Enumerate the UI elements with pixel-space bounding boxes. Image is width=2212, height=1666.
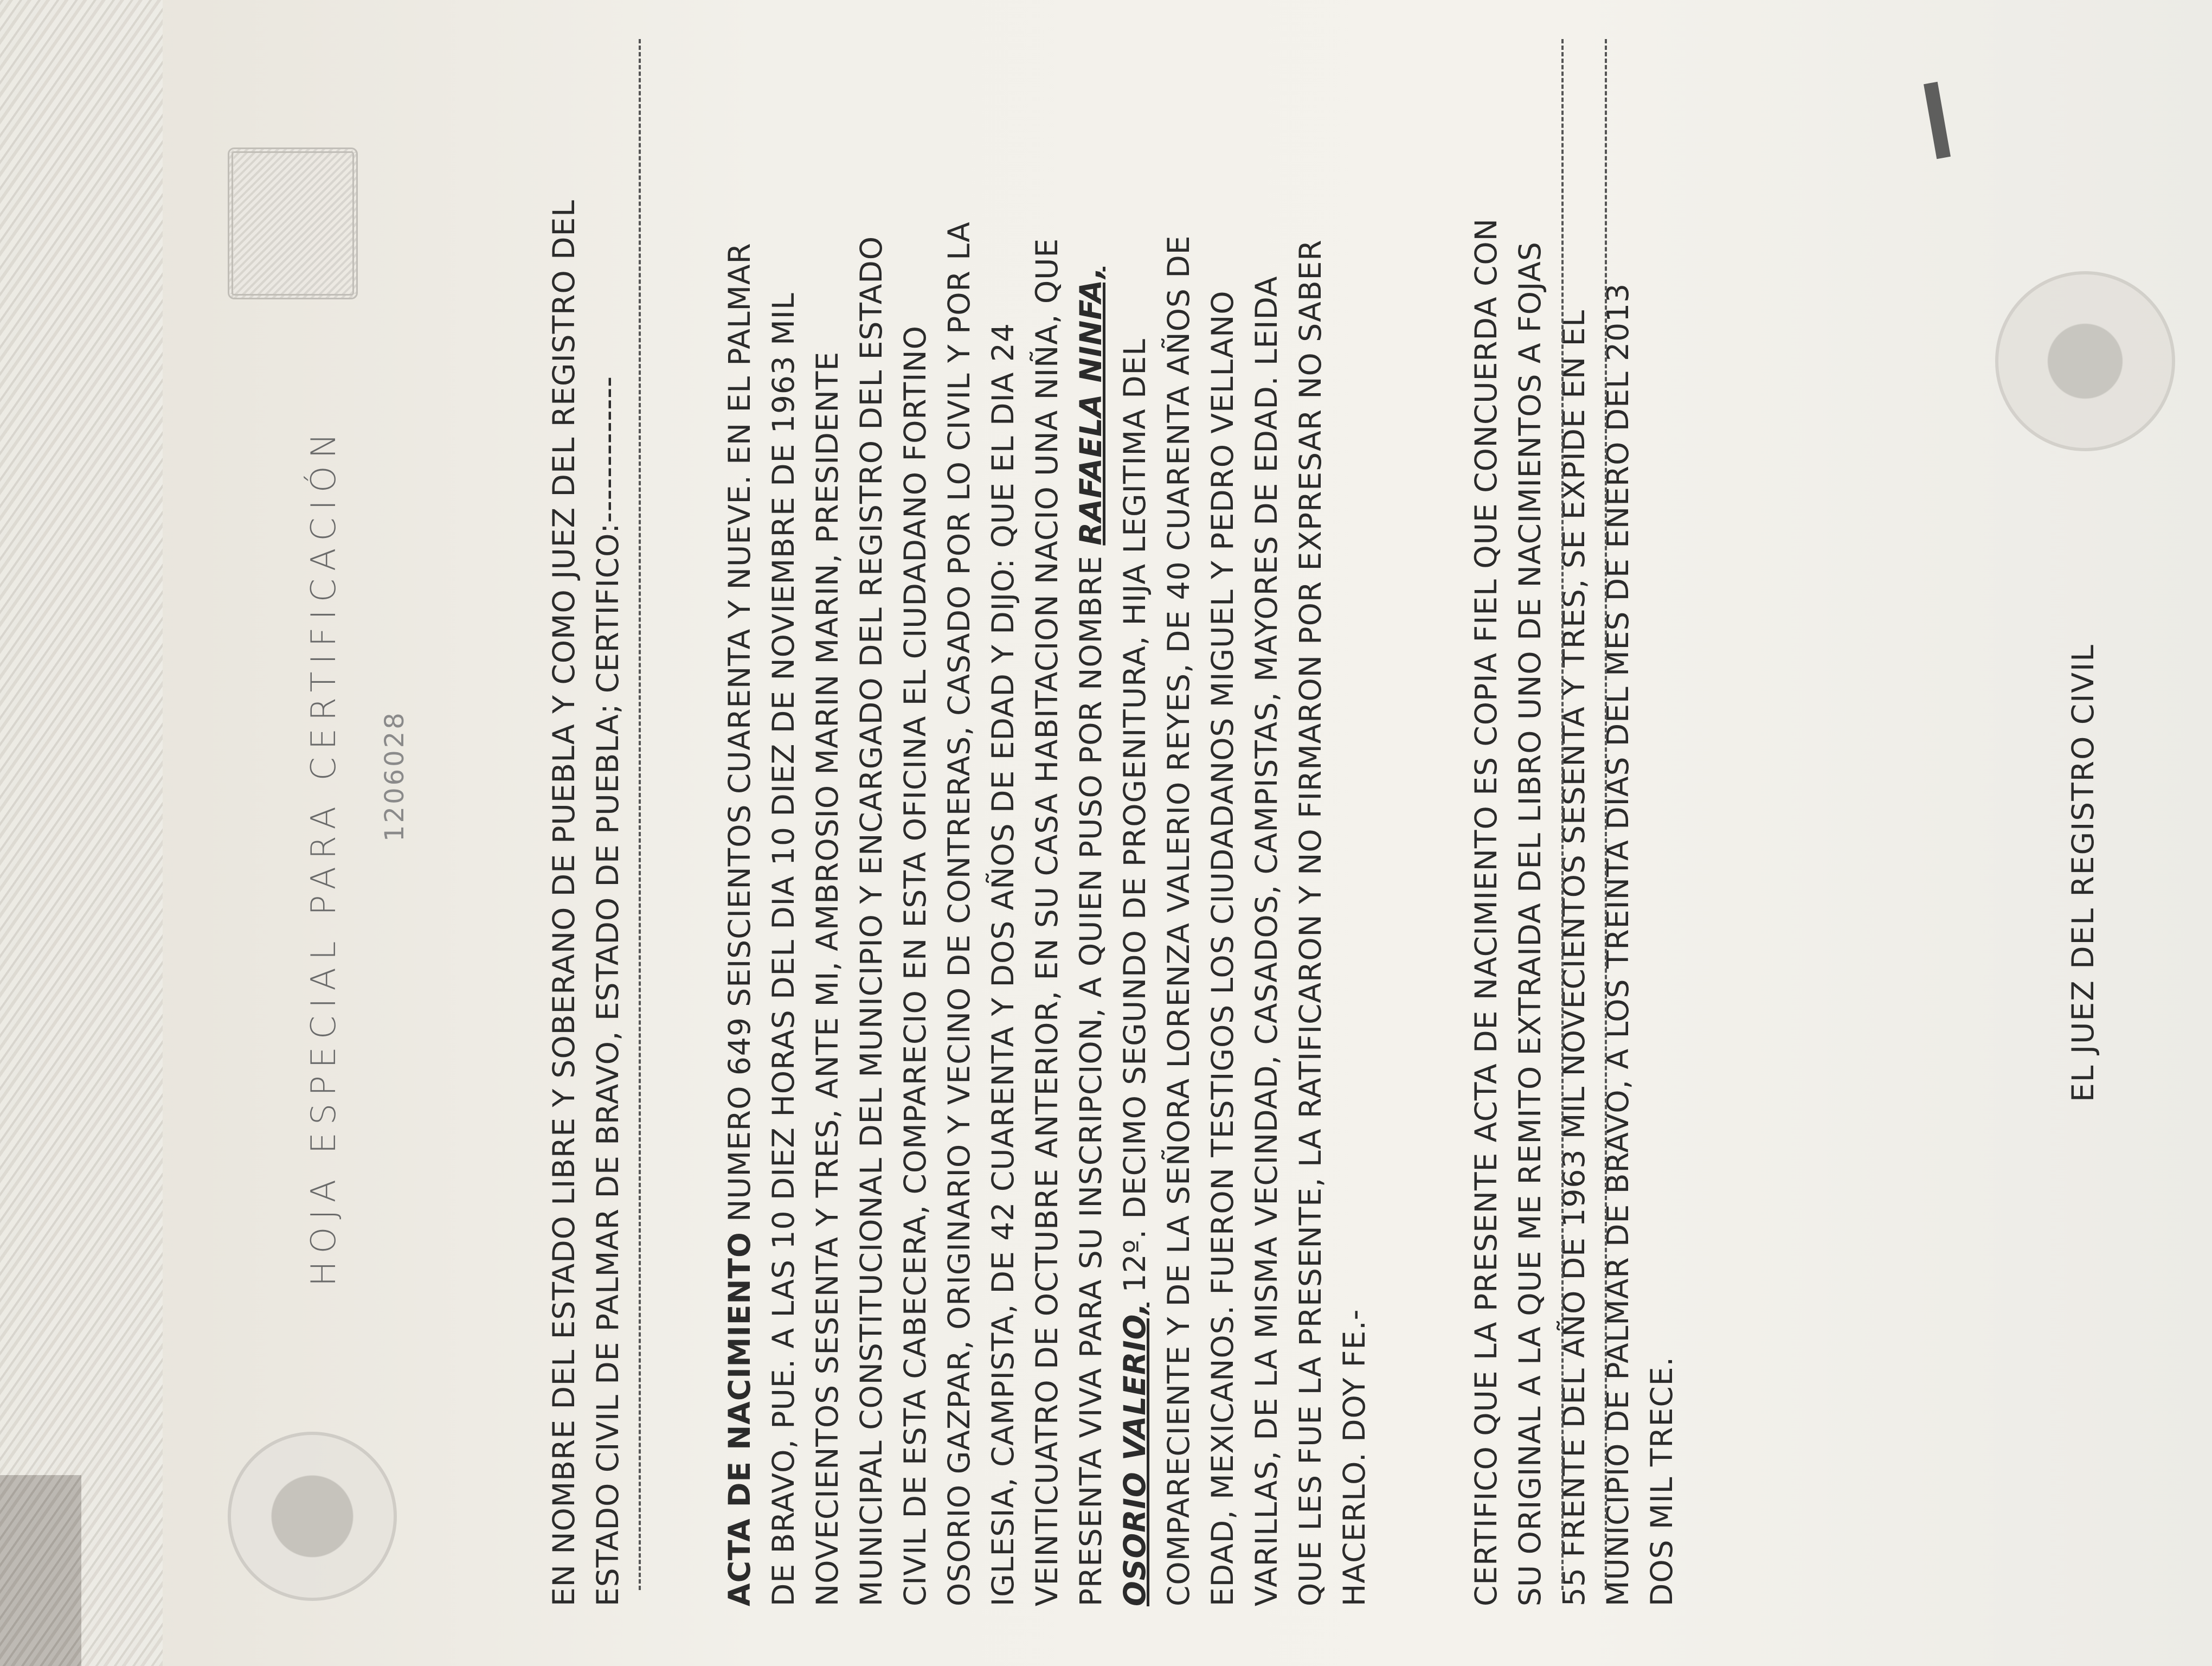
acta-line: VEINTICUATRO DE OCTUBRE ANTERIOR, EN SU CASA HABITACION NACIO UNA NIÑA, QUE [1030, 238, 1064, 1606]
acta-line: HACERLO. DOY FE.- [1337, 1309, 1372, 1606]
acta-line: DE BRAVO, PUE. A LAS 10 DIEZ HORAS DEL DIA 10 DIEZ DE NOVIEMBRE DE 1963 MIL [766, 292, 801, 1606]
certifico-line: CERTIFICO QUE LA PRESENTE ACTA DE NACIMIENTO ES COPIA FIEL QUE CONCUERDA CON [1469, 218, 1503, 1606]
certifico-line: DOS MIL TRECE. [1644, 1356, 1679, 1606]
certifico-line: MUNICIPIO DE PALMAR DE BRAVO, A LOS TREINTA DIAS DEL MES DE ENERO DEL 2013 [1600, 283, 1635, 1606]
progenitura-text: 12º. DECIMO SEGUNDO DE PROGENITURA, HIJA LEGITIMA DEL [1117, 338, 1152, 1303]
blank-line [1377, 34, 1420, 1606]
acta-line: IGLESIA, CAMPISTA, DE 42 CUARENTA Y DOS AÑOS DE EDAD Y DIJO: QUE EL DIA 24 [986, 323, 1020, 1606]
acta-line-surname [1113, 34, 1157, 1606]
certificate-body [542, 34, 1684, 1606]
security-border-pattern [0, 0, 163, 1666]
child-first-name: RAFAELA NINFA, [1073, 266, 1108, 546]
dashed-rule [639, 39, 641, 1590]
acta-heading-line [718, 34, 762, 1606]
presenta-text: PRESENTA VIVA PARA SU INSCRIPCION, A QUIEN PUSO POR NOMBRE [1073, 545, 1108, 1606]
blank-line [630, 34, 674, 1606]
blank-line [1420, 34, 1464, 1606]
certifico-line: SU ORIGINAL A LA QUE ME REMITO EXTRAIDA DEL LIBRO UNO DE NACIMIENTOS A FOJAS [1513, 241, 1547, 1606]
intro-line: ESTADO CIVIL DE PALMAR DE BRAVO, ESTADO DE PUEBLA; CERTIFICO:------------- [590, 375, 625, 1606]
judge-signature-label: EL JUEZ DEL REGISTRO CIVIL [2066, 644, 2100, 1102]
intro-line: EN NOMBRE DEL ESTADO LIBRE Y SOBERANO DE PUEBLA Y COMO JUEZ DEL REGISTRO DEL [546, 200, 581, 1606]
dashed-rule [1561, 39, 1564, 1590]
acta-line: CIVIL DE ESTA CABECERA, COMPARECIO EN ESTA OFICINA EL CIUDADANO FORTINO [898, 325, 933, 1606]
acta-line: MUNICIPAL CONSTITUCIONAL DEL MUNICIPIO Y ENCARGADO DEL REGISTRO DEL ESTADO [854, 235, 889, 1606]
blank-line [674, 34, 718, 1606]
acta-line: VARILLAS, DE LA MISMA VECINDAD, CASADOS, CAMPISTAS, MAYORES DE EDAD. LEIDA [1249, 275, 1284, 1606]
acta-line: EDAD, MEXICANOS. FUERON TESTIGOS LOS CIUDADANOS MIGUEL Y PEDRO VELLANO [1205, 290, 1240, 1606]
acta-line-name [1069, 34, 1113, 1606]
national-seal-watermark [228, 1432, 397, 1601]
document-title: HOJA ESPECIAL PARA CERTIFICACIÓN [304, 425, 343, 1286]
registry-seal-stamp [1995, 271, 2175, 451]
signature-mark [1924, 82, 1951, 159]
acta-heading: ACTA DE NACIMIENTO [722, 1232, 757, 1606]
dashed-rule [1605, 39, 1607, 1590]
acta-number: NUMERO 649 SEISCIENTOS CUARENTA Y NUEVE. EN EL PALMAR [722, 242, 757, 1232]
folio-number: 1206028 [380, 710, 410, 842]
acta-line: OSORIO GAZPAR, ORIGINARIO Y VECINO DE CONTRERAS, CASADO POR LO CIVIL Y POR LA [942, 221, 976, 1606]
child-surname: OSORIO VALERIO, [1117, 1302, 1152, 1606]
acta-line: NOVECIENTOS SESENTA Y TRES, ANTE MI, AMBROSIO MARIN MARIN, PRESIDENTE [810, 351, 845, 1606]
acta-line: QUE LES FUE LA PRESENTE, LA RATIFICARON Y NO FIRMARON POR EXPRESAR NO SABER [1293, 239, 1328, 1606]
acta-line: COMPARECIENTE Y DE LA SEÑORA LORENZA VALERIO REYES, DE 40 CUARENTA AÑOS DE [1161, 235, 1196, 1606]
certifico-line: 55 FRENTE DEL AÑO DE 1963 MIL NOVECIENTOS SESENTA Y TRES, SE EXPIDE EN EL [1557, 309, 1591, 1606]
